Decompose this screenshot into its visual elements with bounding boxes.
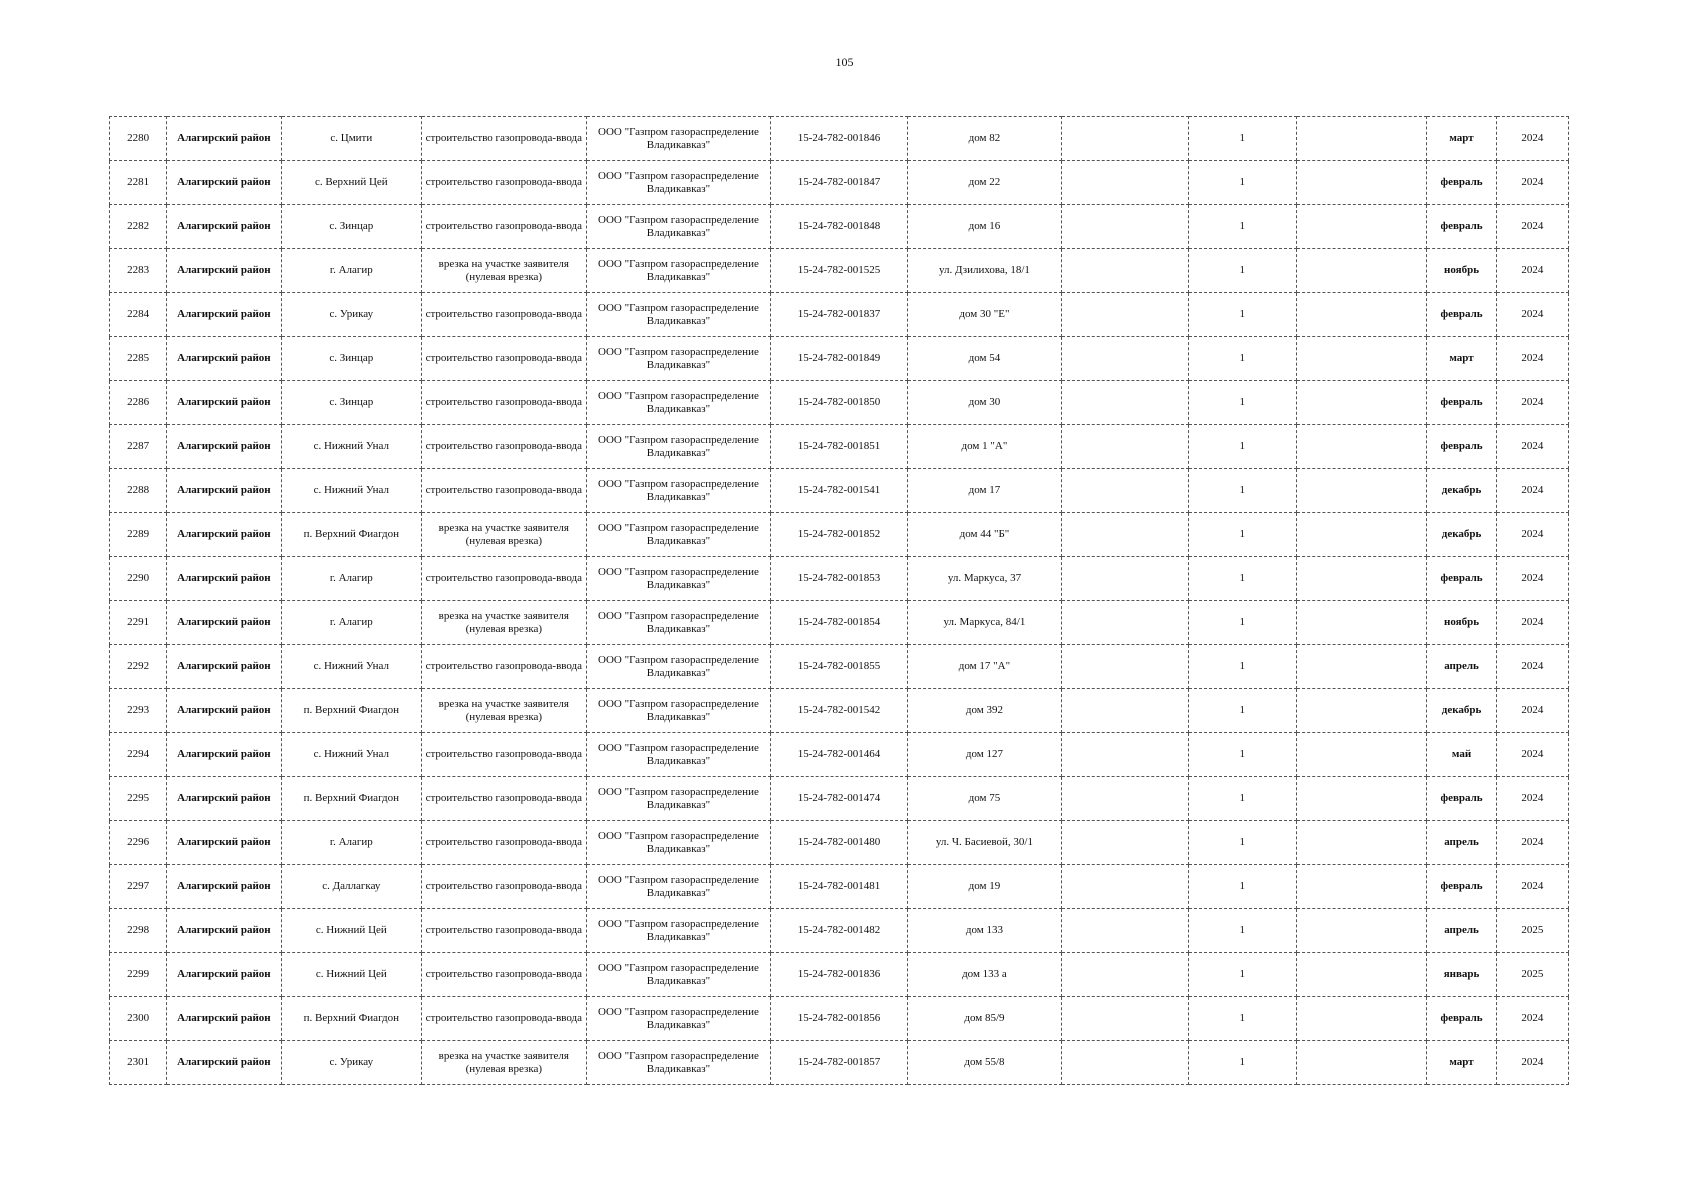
table-row — [110, 601, 1569, 645]
organization-cell: ООО "Газпром газораспределение Владикавказ" — [586, 337, 771, 381]
year-cell: 2024 — [1496, 425, 1568, 469]
blank-cell — [1062, 249, 1188, 293]
blank-cell — [1062, 953, 1188, 997]
month-cell: февраль — [1427, 865, 1496, 909]
address-cell: дом 30 "Е" — [907, 293, 1062, 337]
organization-cell: ООО "Газпром газораспределение Владикавказ" — [586, 205, 771, 249]
blank-cell — [1062, 601, 1188, 645]
table-row — [110, 689, 1569, 733]
blank-cell — [1062, 513, 1188, 557]
locality-cell: с. Нижний Цей — [281, 909, 421, 953]
quantity-cell: 1 — [1188, 425, 1296, 469]
blank-cell — [1296, 117, 1426, 161]
quantity-cell: 1 — [1188, 601, 1296, 645]
locality-cell: п. Верхний Фиагдон — [281, 997, 421, 1041]
blank-cell — [1296, 733, 1426, 777]
cadastral-number-cell: 15-24-782-001482 — [771, 909, 907, 953]
table-row — [110, 293, 1569, 337]
address-cell: дом 22 — [907, 161, 1062, 205]
work-type-cell: строительство газопровода-ввода — [422, 117, 587, 161]
address-cell: дом 1 "А" — [907, 425, 1062, 469]
year-cell: 2024 — [1496, 777, 1568, 821]
blank-cell — [1062, 645, 1188, 689]
address-cell: ул. Маркуса, 37 — [907, 557, 1062, 601]
organization-cell: ООО "Газпром газораспределение Владикавказ" — [586, 733, 771, 777]
table-row — [110, 777, 1569, 821]
table-row — [110, 337, 1569, 381]
year-cell: 2025 — [1496, 953, 1568, 997]
year-cell: 2024 — [1496, 601, 1568, 645]
cadastral-number-cell: 15-24-782-001857 — [771, 1041, 907, 1085]
registry-table — [109, 116, 1569, 1085]
organization-cell: ООО "Газпром газораспределение Владикавказ" — [586, 953, 771, 997]
organization-cell: ООО "Газпром газораспределение Владикавказ" — [586, 689, 771, 733]
month-cell: декабрь — [1427, 469, 1496, 513]
organization-cell: ООО "Газпром газораспределение Владикавказ" — [586, 1041, 771, 1085]
blank-cell — [1062, 689, 1188, 733]
district-cell: Алагирский район — [167, 777, 281, 821]
blank-cell — [1296, 337, 1426, 381]
quantity-cell: 1 — [1188, 557, 1296, 601]
month-cell: апрель — [1427, 909, 1496, 953]
quantity-cell: 1 — [1188, 997, 1296, 1041]
cadastral-number-cell: 15-24-782-001854 — [771, 601, 907, 645]
table-row — [110, 1041, 1569, 1085]
organization-cell: ООО "Газпром газораспределение Владикавказ" — [586, 601, 771, 645]
row-number: 2286 — [110, 381, 167, 425]
year-cell: 2024 — [1496, 821, 1568, 865]
row-number: 2291 — [110, 601, 167, 645]
blank-cell — [1296, 689, 1426, 733]
blank-cell — [1296, 601, 1426, 645]
address-cell: дом 17 "А" — [907, 645, 1062, 689]
district-cell: Алагирский район — [167, 381, 281, 425]
work-type-cell: строительство газопровода-ввода — [422, 337, 587, 381]
work-type-cell: врезка на участке заявителя (нулевая врезка) — [422, 689, 587, 733]
address-cell: дом 85/9 — [907, 997, 1062, 1041]
table-row — [110, 469, 1569, 513]
organization-cell: ООО "Газпром газораспределение Владикавказ" — [586, 469, 771, 513]
address-cell: дом 44 "Б" — [907, 513, 1062, 557]
cadastral-number-cell: 15-24-782-001541 — [771, 469, 907, 513]
quantity-cell: 1 — [1188, 381, 1296, 425]
locality-cell: п. Верхний Фиагдон — [281, 513, 421, 557]
blank-cell — [1296, 909, 1426, 953]
work-type-cell: строительство газопровода-ввода — [422, 381, 587, 425]
district-cell: Алагирский район — [167, 865, 281, 909]
locality-cell: г. Алагир — [281, 601, 421, 645]
month-cell: февраль — [1427, 381, 1496, 425]
organization-cell: ООО "Газпром газораспределение Владикавказ" — [586, 293, 771, 337]
district-cell: Алагирский район — [167, 161, 281, 205]
blank-cell — [1296, 249, 1426, 293]
year-cell: 2024 — [1496, 1041, 1568, 1085]
work-type-cell: врезка на участке заявителя (нулевая врезка) — [422, 601, 587, 645]
address-cell: дом 75 — [907, 777, 1062, 821]
month-cell: март — [1427, 337, 1496, 381]
month-cell: февраль — [1427, 997, 1496, 1041]
cadastral-number-cell: 15-24-782-001853 — [771, 557, 907, 601]
year-cell: 2024 — [1496, 557, 1568, 601]
year-cell: 2024 — [1496, 865, 1568, 909]
blank-cell — [1296, 381, 1426, 425]
blank-cell — [1062, 293, 1188, 337]
blank-cell — [1062, 557, 1188, 601]
cadastral-number-cell: 15-24-782-001852 — [771, 513, 907, 557]
row-number: 2289 — [110, 513, 167, 557]
blank-cell — [1296, 557, 1426, 601]
quantity-cell: 1 — [1188, 161, 1296, 205]
cadastral-number-cell: 15-24-782-001846 — [771, 117, 907, 161]
address-cell: ул. Дзилихова, 18/1 — [907, 249, 1062, 293]
work-type-cell: строительство газопровода-ввода — [422, 997, 587, 1041]
month-cell: январь — [1427, 953, 1496, 997]
blank-cell — [1296, 293, 1426, 337]
month-cell: ноябрь — [1427, 249, 1496, 293]
organization-cell: ООО "Газпром газораспределение Владикавказ" — [586, 513, 771, 557]
month-cell: ноябрь — [1427, 601, 1496, 645]
table-row — [110, 821, 1569, 865]
organization-cell: ООО "Газпром газораспределение Владикавказ" — [586, 821, 771, 865]
blank-cell — [1062, 117, 1188, 161]
year-cell: 2024 — [1496, 733, 1568, 777]
blank-cell — [1062, 469, 1188, 513]
row-number: 2280 — [110, 117, 167, 161]
blank-cell — [1296, 953, 1426, 997]
district-cell: Алагирский район — [167, 821, 281, 865]
cadastral-number-cell: 15-24-782-001542 — [771, 689, 907, 733]
year-cell: 2024 — [1496, 381, 1568, 425]
quantity-cell: 1 — [1188, 513, 1296, 557]
cadastral-number-cell: 15-24-782-001480 — [771, 821, 907, 865]
locality-cell: п. Верхний Фиагдон — [281, 689, 421, 733]
month-cell: апрель — [1427, 645, 1496, 689]
organization-cell: ООО "Газпром газораспределение Владикавказ" — [586, 161, 771, 205]
district-cell: Алагирский район — [167, 293, 281, 337]
year-cell: 2024 — [1496, 645, 1568, 689]
table-row — [110, 513, 1569, 557]
table-row — [110, 909, 1569, 953]
locality-cell: с. Зинцар — [281, 381, 421, 425]
table-row — [110, 733, 1569, 777]
district-cell: Алагирский район — [167, 909, 281, 953]
registry-body — [110, 117, 1569, 1085]
quantity-cell: 1 — [1188, 337, 1296, 381]
blank-cell — [1296, 425, 1426, 469]
table-row — [110, 425, 1569, 469]
district-cell: Алагирский район — [167, 733, 281, 777]
work-type-cell: строительство газопровода-ввода — [422, 821, 587, 865]
quantity-cell: 1 — [1188, 689, 1296, 733]
locality-cell: с. Нижний Цей — [281, 953, 421, 997]
row-number: 2300 — [110, 997, 167, 1041]
organization-cell: ООО "Газпром газораспределение Владикавказ" — [586, 777, 771, 821]
locality-cell: с. Нижний Унал — [281, 733, 421, 777]
address-cell: дом 16 — [907, 205, 1062, 249]
row-number: 2301 — [110, 1041, 167, 1085]
blank-cell — [1062, 381, 1188, 425]
locality-cell: г. Алагир — [281, 821, 421, 865]
work-type-cell: строительство газопровода-ввода — [422, 293, 587, 337]
cadastral-number-cell: 15-24-782-001855 — [771, 645, 907, 689]
work-type-cell: врезка на участке заявителя (нулевая врезка) — [422, 1041, 587, 1085]
district-cell: Алагирский район — [167, 601, 281, 645]
table-row — [110, 865, 1569, 909]
row-number: 2295 — [110, 777, 167, 821]
quantity-cell: 1 — [1188, 293, 1296, 337]
quantity-cell: 1 — [1188, 645, 1296, 689]
locality-cell: с. Верхний Цей — [281, 161, 421, 205]
row-number: 2284 — [110, 293, 167, 337]
address-cell: дом 133 а — [907, 953, 1062, 997]
year-cell: 2024 — [1496, 161, 1568, 205]
year-cell: 2024 — [1496, 249, 1568, 293]
blank-cell — [1062, 205, 1188, 249]
table-row — [110, 997, 1569, 1041]
blank-cell — [1296, 865, 1426, 909]
cadastral-number-cell: 15-24-782-001474 — [771, 777, 907, 821]
cadastral-number-cell: 15-24-782-001837 — [771, 293, 907, 337]
row-number: 2285 — [110, 337, 167, 381]
cadastral-number-cell: 15-24-782-001849 — [771, 337, 907, 381]
month-cell: февраль — [1427, 161, 1496, 205]
cadastral-number-cell: 15-24-782-001856 — [771, 997, 907, 1041]
locality-cell: с. Даллагкау — [281, 865, 421, 909]
table-row — [110, 117, 1569, 161]
month-cell: февраль — [1427, 293, 1496, 337]
year-cell: 2024 — [1496, 469, 1568, 513]
blank-cell — [1296, 1041, 1426, 1085]
year-cell: 2024 — [1496, 117, 1568, 161]
row-number: 2298 — [110, 909, 167, 953]
district-cell: Алагирский район — [167, 249, 281, 293]
district-cell: Алагирский район — [167, 425, 281, 469]
organization-cell: ООО "Газпром газораспределение Владикавказ" — [586, 909, 771, 953]
work-type-cell: строительство газопровода-ввода — [422, 557, 587, 601]
cadastral-number-cell: 15-24-782-001847 — [771, 161, 907, 205]
table-row — [110, 645, 1569, 689]
year-cell: 2024 — [1496, 513, 1568, 557]
district-cell: Алагирский район — [167, 557, 281, 601]
organization-cell: ООО "Газпром газораспределение Владикавказ" — [586, 645, 771, 689]
address-cell: дом 54 — [907, 337, 1062, 381]
address-cell: дом 19 — [907, 865, 1062, 909]
address-cell: ул. Маркуса, 84/1 — [907, 601, 1062, 645]
year-cell: 2024 — [1496, 293, 1568, 337]
blank-cell — [1062, 733, 1188, 777]
quantity-cell: 1 — [1188, 733, 1296, 777]
year-cell: 2024 — [1496, 689, 1568, 733]
blank-cell — [1062, 1041, 1188, 1085]
row-number: 2288 — [110, 469, 167, 513]
blank-cell — [1296, 645, 1426, 689]
address-cell: ул. Ч. Басиевой, 30/1 — [907, 821, 1062, 865]
row-number: 2290 — [110, 557, 167, 601]
district-cell: Алагирский район — [167, 953, 281, 997]
organization-cell: ООО "Газпром газораспределение Владикавказ" — [586, 865, 771, 909]
work-type-cell: врезка на участке заявителя (нулевая врезка) — [422, 513, 587, 557]
locality-cell: г. Алагир — [281, 557, 421, 601]
blank-cell — [1296, 821, 1426, 865]
locality-cell: с. Цмити — [281, 117, 421, 161]
work-type-cell: строительство газопровода-ввода — [422, 425, 587, 469]
locality-cell: п. Верхний Фиагдон — [281, 777, 421, 821]
row-number: 2293 — [110, 689, 167, 733]
blank-cell — [1296, 161, 1426, 205]
district-cell: Алагирский район — [167, 1041, 281, 1085]
quantity-cell: 1 — [1188, 953, 1296, 997]
work-type-cell: врезка на участке заявителя (нулевая врезка) — [422, 249, 587, 293]
district-cell: Алагирский район — [167, 205, 281, 249]
month-cell: март — [1427, 1041, 1496, 1085]
blank-cell — [1062, 909, 1188, 953]
blank-cell — [1062, 777, 1188, 821]
district-cell: Алагирский район — [167, 337, 281, 381]
district-cell: Алагирский район — [167, 469, 281, 513]
year-cell: 2024 — [1496, 997, 1568, 1041]
month-cell: декабрь — [1427, 513, 1496, 557]
table-row — [110, 557, 1569, 601]
quantity-cell: 1 — [1188, 205, 1296, 249]
row-number: 2296 — [110, 821, 167, 865]
locality-cell: с. Урикау — [281, 293, 421, 337]
year-cell: 2024 — [1496, 337, 1568, 381]
blank-cell — [1062, 997, 1188, 1041]
quantity-cell: 1 — [1188, 865, 1296, 909]
table-row — [110, 249, 1569, 293]
month-cell: февраль — [1427, 425, 1496, 469]
row-number: 2299 — [110, 953, 167, 997]
year-cell: 2024 — [1496, 205, 1568, 249]
work-type-cell: строительство газопровода-ввода — [422, 777, 587, 821]
address-cell: дом 127 — [907, 733, 1062, 777]
month-cell: декабрь — [1427, 689, 1496, 733]
row-number: 2281 — [110, 161, 167, 205]
table-row — [110, 953, 1569, 997]
blank-cell — [1296, 777, 1426, 821]
work-type-cell: строительство газопровода-ввода — [422, 161, 587, 205]
locality-cell: г. Алагир — [281, 249, 421, 293]
address-cell: дом 55/8 — [907, 1041, 1062, 1085]
quantity-cell: 1 — [1188, 249, 1296, 293]
locality-cell: с. Нижний Унал — [281, 645, 421, 689]
blank-cell — [1296, 469, 1426, 513]
row-number: 2297 — [110, 865, 167, 909]
address-cell: дом 392 — [907, 689, 1062, 733]
locality-cell: с. Урикау — [281, 1041, 421, 1085]
organization-cell: ООО "Газпром газораспределение Владикавказ" — [586, 425, 771, 469]
month-cell: февраль — [1427, 557, 1496, 601]
address-cell: дом 30 — [907, 381, 1062, 425]
blank-cell — [1062, 337, 1188, 381]
district-cell: Алагирский район — [167, 689, 281, 733]
work-type-cell: строительство газопровода-ввода — [422, 645, 587, 689]
cadastral-number-cell: 15-24-782-001851 — [771, 425, 907, 469]
quantity-cell: 1 — [1188, 469, 1296, 513]
locality-cell: с. Нижний Унал — [281, 469, 421, 513]
blank-cell — [1296, 513, 1426, 557]
quantity-cell: 1 — [1188, 821, 1296, 865]
month-cell: март — [1427, 117, 1496, 161]
table-row — [110, 381, 1569, 425]
address-cell: дом 133 — [907, 909, 1062, 953]
district-cell: Алагирский район — [167, 117, 281, 161]
district-cell: Алагирский район — [167, 997, 281, 1041]
work-type-cell: строительство газопровода-ввода — [422, 909, 587, 953]
address-cell: дом 82 — [907, 117, 1062, 161]
organization-cell: ООО "Газпром газораспределение Владикавказ" — [586, 997, 771, 1041]
row-number: 2282 — [110, 205, 167, 249]
blank-cell — [1062, 865, 1188, 909]
blank-cell — [1062, 821, 1188, 865]
cadastral-number-cell: 15-24-782-001848 — [771, 205, 907, 249]
year-cell: 2025 — [1496, 909, 1568, 953]
work-type-cell: строительство газопровода-ввода — [422, 733, 587, 777]
work-type-cell: строительство газопровода-ввода — [422, 953, 587, 997]
organization-cell: ООО "Газпром газораспределение Владикавказ" — [586, 249, 771, 293]
organization-cell: ООО "Газпром газораспределение Владикавказ" — [586, 381, 771, 425]
blank-cell — [1296, 205, 1426, 249]
month-cell: май — [1427, 733, 1496, 777]
quantity-cell: 1 — [1188, 909, 1296, 953]
district-cell: Алагирский район — [167, 645, 281, 689]
locality-cell: с. Зинцар — [281, 337, 421, 381]
month-cell: февраль — [1427, 205, 1496, 249]
quantity-cell: 1 — [1188, 117, 1296, 161]
blank-cell — [1062, 161, 1188, 205]
cadastral-number-cell: 15-24-782-001836 — [771, 953, 907, 997]
organization-cell: ООО "Газпром газораспределение Владикавказ" — [586, 557, 771, 601]
address-cell: дом 17 — [907, 469, 1062, 513]
work-type-cell: строительство газопровода-ввода — [422, 205, 587, 249]
row-number: 2283 — [110, 249, 167, 293]
table-row — [110, 205, 1569, 249]
month-cell: февраль — [1427, 777, 1496, 821]
district-cell: Алагирский район — [167, 513, 281, 557]
cadastral-number-cell: 15-24-782-001525 — [771, 249, 907, 293]
blank-cell — [1062, 425, 1188, 469]
work-type-cell: строительство газопровода-ввода — [422, 865, 587, 909]
row-number: 2294 — [110, 733, 167, 777]
row-number: 2292 — [110, 645, 167, 689]
month-cell: апрель — [1427, 821, 1496, 865]
blank-cell — [1296, 997, 1426, 1041]
locality-cell: с. Нижний Унал — [281, 425, 421, 469]
quantity-cell: 1 — [1188, 777, 1296, 821]
organization-cell: ООО "Газпром газораспределение Владикавказ" — [586, 117, 771, 161]
work-type-cell: строительство газопровода-ввода — [422, 469, 587, 513]
row-number: 2287 — [110, 425, 167, 469]
page-number: 105 — [835, 55, 854, 69]
cadastral-number-cell: 15-24-782-001850 — [771, 381, 907, 425]
table-row — [110, 161, 1569, 205]
quantity-cell: 1 — [1188, 1041, 1296, 1085]
cadastral-number-cell: 15-24-782-001481 — [771, 865, 907, 909]
locality-cell: с. Зинцар — [281, 205, 421, 249]
cadastral-number-cell: 15-24-782-001464 — [771, 733, 907, 777]
